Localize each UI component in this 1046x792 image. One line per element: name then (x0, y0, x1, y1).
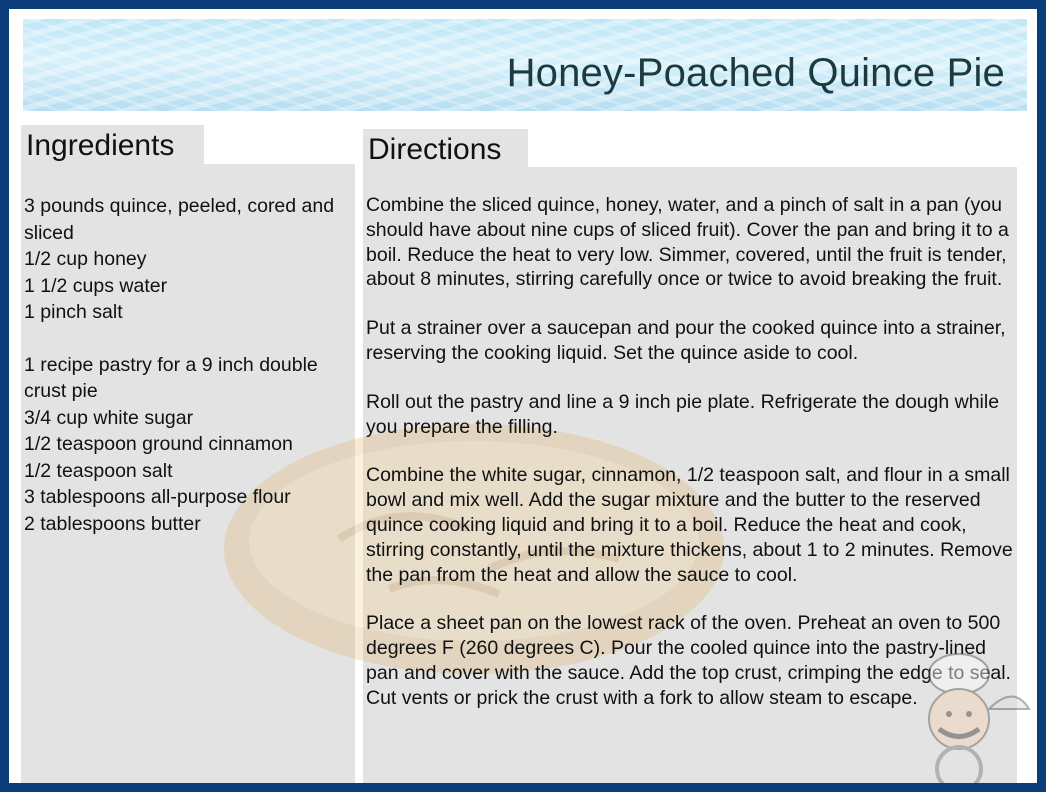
slide-frame (9, 9, 1037, 783)
ingredient-item: 1 recipe pastry for a 9 inch double crust pie (24, 353, 318, 402)
ingredient-item: 3 tablespoons all-purpose flour (24, 486, 291, 508)
direction-step: Combine the sliced quince, honey, water, and a pinch of salt in a pan (you should have about nine cups of sliced fruit). Cover the pan and bring it to a boil. Reduce the heat to very low. Simmer, covered, until the fruit is tender, about 8 minutes, stirring carefully once or twice to avoid breaking the fruit. (366, 194, 1009, 291)
ingredient-item: 3/4 cup white sugar (24, 406, 194, 429)
ingredient-spacer (24, 326, 354, 352)
directions-list (366, 193, 1016, 735)
direction-step: Place a sheet pan on the lowest rack of the oven. Preheat an oven to 500 degrees F (260 degrees C). Pour the cooled quince into the pastry-lined pan and cover with the sauce. Add the top crust, crimping the edge to seal. Cut vents or prick the crust with a fork to allow steam to escape. (366, 612, 1011, 709)
ingredient-item: 1 pinch salt (24, 301, 123, 323)
direction-step: Roll out the pastry and line a 9 inch pie plate. Refrigerate the dough while you prepare the filling. (366, 390, 1000, 438)
direction-step: Put a strainer over a saucepan and pour the cooked quince into a strainer, reserving the cooking liquid. Set the quince aside to cool. (366, 317, 1006, 364)
ingredient-item: 1/2 teaspoon ground cinnamon (24, 433, 293, 455)
ingredient-item: 1 1/2 cups water (24, 274, 168, 297)
ingredients-heading: Ingredients (21, 125, 204, 167)
page-title: Honey-Poached Quince Pie (506, 51, 1005, 95)
ingredient-item: 3 pounds quince, peeled, cored and sliced (24, 195, 335, 244)
direction-step: Combine the white sugar, cinnamon, 1/2 teaspoon salt, and flour in a small bowl and mix well. Add the sugar mixture and the butter to the reserved quince cooking liquid and bring it to a boil. Reduce the heat and cook, stirring constantly, until the mixture thickens, about 1 to 2 minutes. Remove the pan from the heat and allow the sauce to cool. (366, 464, 1013, 586)
ingredients-list (24, 193, 354, 537)
directions-heading: Directions (363, 129, 528, 171)
title-banner (23, 19, 1027, 111)
ingredient-item: 2 tablespoons butter (24, 512, 201, 535)
ingredient-item: 1/2 teaspoon salt (24, 459, 173, 482)
ingredient-item: 1/2 cup honey (24, 248, 147, 270)
